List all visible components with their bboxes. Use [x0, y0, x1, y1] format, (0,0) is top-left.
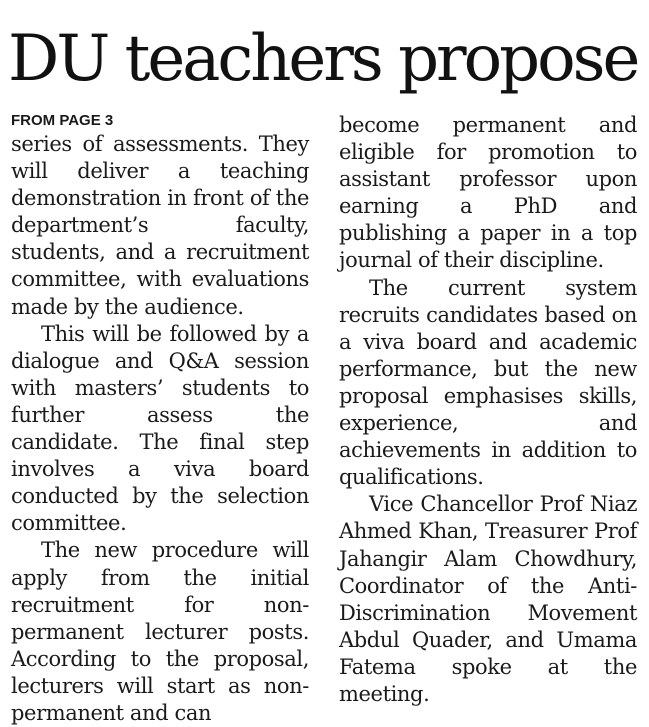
- article-column-right: [339, 112, 637, 708]
- paragraph: The current system recruits candidates based on a viva board and academic performance, but the new proposal emphasises skills, experience, and achievements in addition to qualifications.: [339, 275, 637, 490]
- paragraph: become permanent and eligible for promotion to assistant professor upon earning a PhD and publishing a paper in a top journal of their discipline.: [339, 113, 637, 273]
- headline: DU teachers propose: [8, 22, 638, 96]
- paragraph: series of assessments. They will deliver a teaching demonstration in front of the department’s faculty, students, and a recruitment committee, with evaluations made by the audience.: [11, 132, 309, 319]
- continued-from-label: FROM PAGE 3: [11, 112, 114, 129]
- paragraph: The new procedure will apply from the initial recruitment for non-permanent lecturer posts. According to the proposal, lecturers will start as non-permanent and can: [11, 538, 309, 725]
- paragraph: Vice Chancellor Prof Niaz Ahmed Khan, Treasurer Prof Jahangir Alam Chowdhury, Coordinator of the Anti-Discrimination Movement Abdul Quader, and Umama Fatema spoke at the meeting.: [339, 492, 637, 706]
- article-column-left: [11, 110, 309, 727]
- paragraph: This will be followed by a dialogue and Q&A session with masters’ students to further assess the candidate. The final step involves a viva board conducted by the selection committee.: [11, 321, 309, 536]
